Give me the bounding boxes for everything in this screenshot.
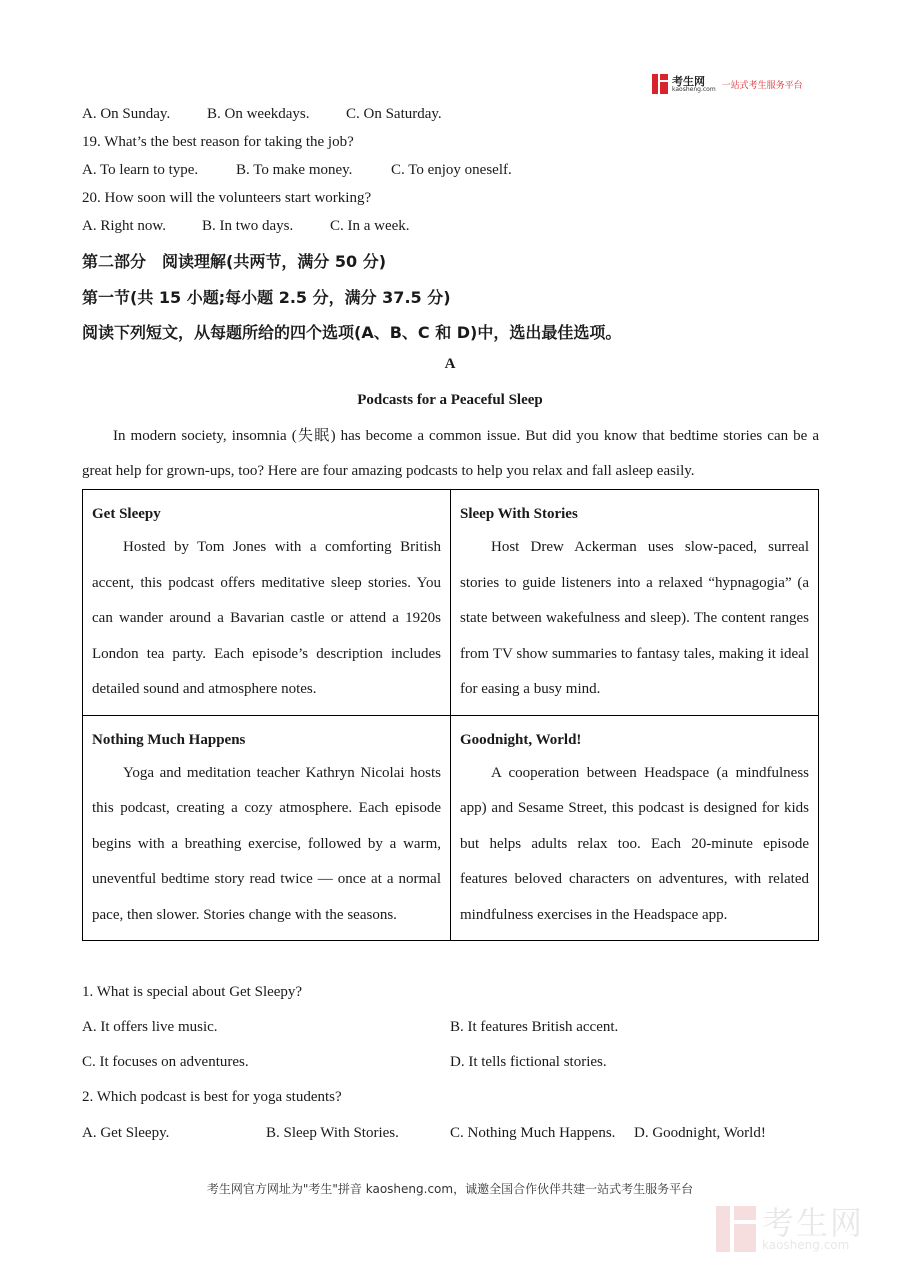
q19-option-b: B. To make money.	[236, 162, 353, 178]
passage-title: Podcasts for a Peaceful Sleep	[357, 392, 543, 408]
podcast-description: Yoga and meditation teacher Kathryn Nicolai hosts this podcast, creating a cozy atmosphere. Each episode begins with a breathing exercise, followed by a warm, uneventful bedtime story read twice — once at a normal pace, then slower. Stories change with the seasons.	[92, 764, 441, 923]
podcast-title: Get Sleepy	[92, 506, 161, 522]
podcast-cell-get-sleepy	[83, 490, 451, 716]
q20-option-a: A. Right now.	[82, 218, 167, 234]
footer-note: 考生网官方网址为"考生"拼音 kaosheng.com，诚邀全国合作伙伴共建一站式考生服务平台	[206, 1182, 694, 1196]
podcast-title: Nothing Much Happens	[92, 731, 246, 748]
logo-name: 考生网	[672, 74, 705, 88]
kaosheng-watermark-icon	[716, 1206, 756, 1252]
q18-option-b: B. On weekdays.	[207, 106, 310, 122]
q19-stem: 19. What’s the best reason for taking the job?	[82, 134, 354, 150]
logo-domain: kaosheng.com	[672, 85, 716, 93]
table-row	[83, 715, 819, 941]
reading-instruction: 阅读下列短文，从每题所给的四个选项(A、B、C 和 D)中，选出最佳选项。	[82, 323, 622, 342]
podcast-cell-nothing-much-happens	[83, 715, 451, 941]
watermark-domain: kaosheng.com	[762, 1238, 850, 1252]
q19-option-a: A. To learn to type.	[82, 162, 199, 178]
section1-heading: 第一节(共 15 小题;每小题 2.5 分，满分 37.5 分)	[82, 288, 451, 307]
podcast-title: Goodnight, World!	[460, 731, 582, 748]
q1-stem: 1. What is special about Get Sleepy?	[82, 984, 303, 1000]
q2-option-c: C. Nothing Much Happens.	[450, 1125, 616, 1141]
q19-option-c: C. To enjoy oneself.	[391, 162, 512, 178]
podcast-description: Hosted by Tom Jones with a comforting British accent, this podcast offers meditative sleep stories. You can wander around a Bavarian castle or attend a 1920s London tea party. Each episode’s description includes detailed sound and atmosphere notes.	[92, 539, 441, 697]
q2-option-d: D. Goodnight, World!	[634, 1125, 766, 1141]
q1-option-c: C. It focuses on adventures.	[82, 1054, 249, 1070]
q20-option-b: B. In two days.	[202, 218, 294, 234]
header-logo	[652, 72, 803, 96]
passage-letter: A	[444, 356, 456, 372]
q2-option-a: A. Get Sleepy.	[82, 1125, 170, 1141]
watermark-name: 考生网	[762, 1204, 865, 1242]
q1-option-a: A. It offers live music.	[82, 1019, 218, 1035]
watermark	[716, 1206, 864, 1252]
podcast-table	[82, 489, 819, 941]
podcast-description: A cooperation between Headspace (a mindfulness app) and Sesame Street, this podcast is designed for kids but helps adults relax too. Each 20-minute episode features beloved characters on adventures, with related mindfulness exercises in the Headspace app.	[460, 764, 809, 923]
kaosheng-logo-icon	[652, 74, 668, 94]
podcast-cell-goodnight-world	[451, 715, 819, 941]
part2-heading: 第二部分 阅读理解(共两节，满分 50 分)	[82, 252, 387, 271]
q18-option-c: C. On Saturday.	[346, 106, 442, 122]
q18-option-a: A. On Sunday.	[82, 106, 171, 122]
table-row	[83, 490, 819, 716]
q1-option-b: B. It features British accent.	[450, 1019, 619, 1035]
q1-option-d: D. It tells fictional stories.	[450, 1054, 607, 1070]
q20-option-c: C. In a week.	[330, 218, 410, 234]
q2-option-b: B. Sleep With Stories.	[266, 1125, 399, 1141]
podcast-cell-sleep-with-stories	[451, 490, 819, 716]
q2-stem: 2. Which podcast is best for yoga students?	[82, 1089, 342, 1105]
logo-slogan: 一站式考生服务平台	[721, 80, 803, 91]
q20-stem: 20. How soon will the volunteers start working?	[82, 190, 372, 206]
podcast-title: Sleep With Stories	[460, 506, 578, 522]
podcast-description: Host Drew Ackerman uses slow-paced, surreal stories to guide listeners into a relaxed “hypnagogia” (a state between wakefulness and sleep). The content ranges from TV show summaries to fantasy tales, making it ideal for easing a busy mind.	[460, 539, 809, 697]
passage-intro: In modern society, insomnia (失眠) has become a common issue. But did you know that bedtime stories can be a great help for grown-ups, too? Here are four amazing podcasts to help you relax and fall asleep easily.	[82, 428, 819, 479]
